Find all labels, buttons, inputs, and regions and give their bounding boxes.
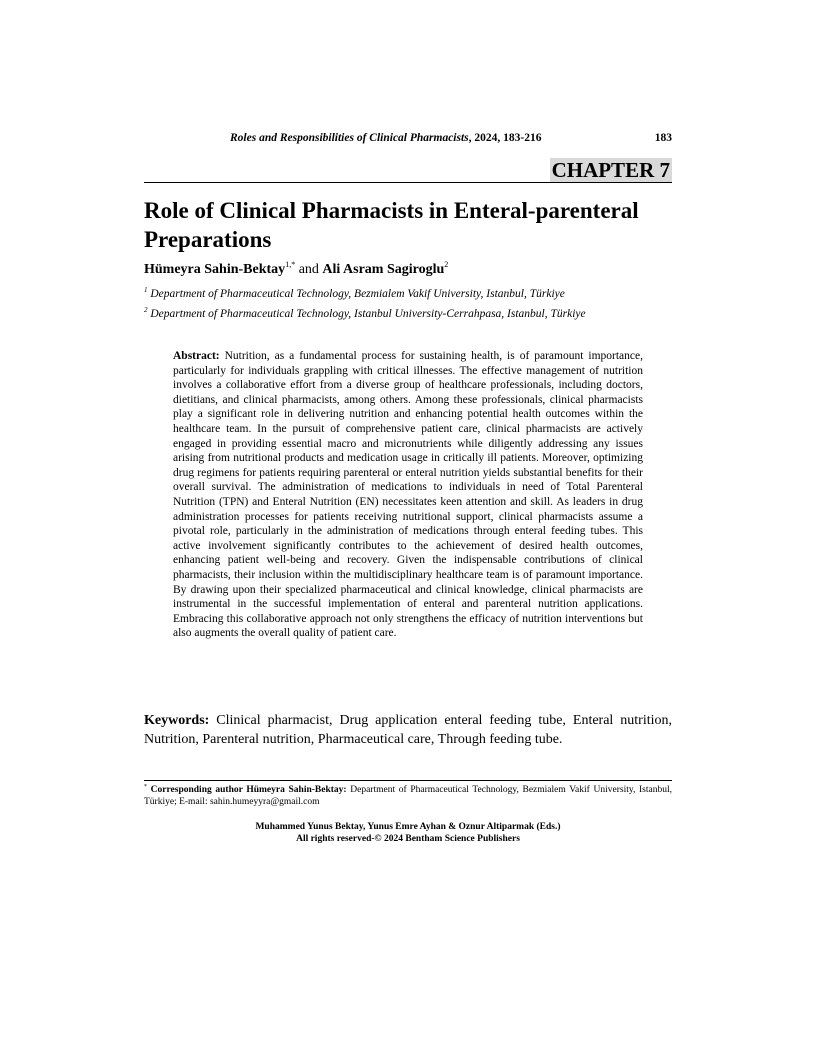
keywords <box>144 711 672 749</box>
running-title: Roles and Responsibilities of Clinical Pharmacists <box>230 132 469 144</box>
running-title-group <box>230 132 542 144</box>
author-name-1: Hümeyra Sahin-Bektay <box>144 262 286 277</box>
chapter-title: Role of Clinical Pharmacists in Enteral-parenteral Preparations <box>144 198 639 252</box>
running-pages: , 2024, 183-216 <box>468 132 542 144</box>
keywords-label: Keywords: <box>144 713 210 728</box>
chapter-label: CHAPTER 7 <box>551 158 670 182</box>
footnote-label: Corresponding author Hümeyra Sahin-Bektay: <box>147 785 347 795</box>
affiliation-2-marker: 2 <box>144 306 148 314</box>
header-rule <box>144 182 672 183</box>
author-1-marker: 1,* <box>285 260 296 269</box>
affiliation-2 <box>144 307 672 321</box>
affiliation-1-text: Department of Pharmaceutical Technology, Bezmialem Vakif University, Istanbul, Türkiye <box>147 288 565 300</box>
author-joiner: and <box>295 262 323 277</box>
footnote-rule <box>144 780 672 781</box>
author-name-2: Ali Asram Sagiroglu <box>322 262 445 277</box>
affiliation-1 <box>144 287 672 301</box>
running-header <box>144 132 672 148</box>
abstract <box>173 349 643 641</box>
keywords-text: Clinical pharmacist, Drug application enteral feeding tube, Enteral nutrition, Nutrition, Parenteral nutrition, Pharmaceutical care, Through feeding tube. <box>144 713 672 747</box>
copyright-line: All rights reserved-© 2024 Bentham Science Publishers <box>296 834 520 844</box>
footnote-marker: * <box>144 784 147 790</box>
page-number: 183 <box>654 132 672 144</box>
footnote <box>144 784 672 808</box>
affiliation-1-marker: 1 <box>144 286 148 294</box>
affiliation-2-text: Department of Pharmaceutical Technology, Istanbul University-Cerrahpasa, Istanbul, Türkiye <box>147 308 586 320</box>
abstract-text: Nutrition, as a fundamental process for sustaining health, is of paramount importance, particularly for individuals grappling with critical illnesses. The effective management of nutrition involves a collaborative effort from a diverse group of healthcare professionals, including doctors, dietitians, and clinical pharmacists, among others. Among these professionals, clinical pharmacists play a significant role in delivering nutrition and enhancing potential health outcomes within the healthcare team. In the pursuit of comprehensive patient care, clinical pharmacists are actively engaged in providing essential macro and micronutrients while diligently addressing any issues arising from nutritional products and medication usage in critically ill patients. Moreover, optimizing drug regimens for patients requiring parenteral or enteral nutrition yields substantial benefits for their overall survival. The administration of medications to individuals in need of Total Parenteral Nutrition (TPN) and Enteral Nutrition (EN) necessitates keen attention and skill. As leaders in drug administration processes for patients receiving nutritional support, clinical pharmacists assume a pivotal role, particularly in the administration of medications through enteral feeding tubes. This active involvement significantly contributes to the achievement of desired health outcomes, enhancing patient well-being and recovery. Given the indispensable contributions of clinical pharmacists, their inclusion within the multidisciplinary healthcare team is of paramount importance. By drawing upon their specialized pharmaceutical and clinical knowledge, clinical pharmacists are instrumental in the successful implementation of enteral and parenteral nutrition applications. Embracing this collaborative approach not only strengthens the efficacy of nutrition interventions but also augments the overall quality of patient care. <box>173 350 643 640</box>
footnote-text: Department of Pharmaceutical Technology, Bezmialem Vakif University, Istanbul, Türkiye; E-mail: sahin.humeyyra@gmail.com <box>144 785 672 807</box>
author-line <box>144 261 672 279</box>
author-2-marker: 2 <box>444 260 449 269</box>
editors-block <box>144 821 672 845</box>
abstract-label: Abstract: <box>173 350 220 362</box>
editors-line: Muhammed Yunus Bektay, Yunus Emre Ayhan & Oznur Altiparmak (Eds.) <box>255 822 561 832</box>
